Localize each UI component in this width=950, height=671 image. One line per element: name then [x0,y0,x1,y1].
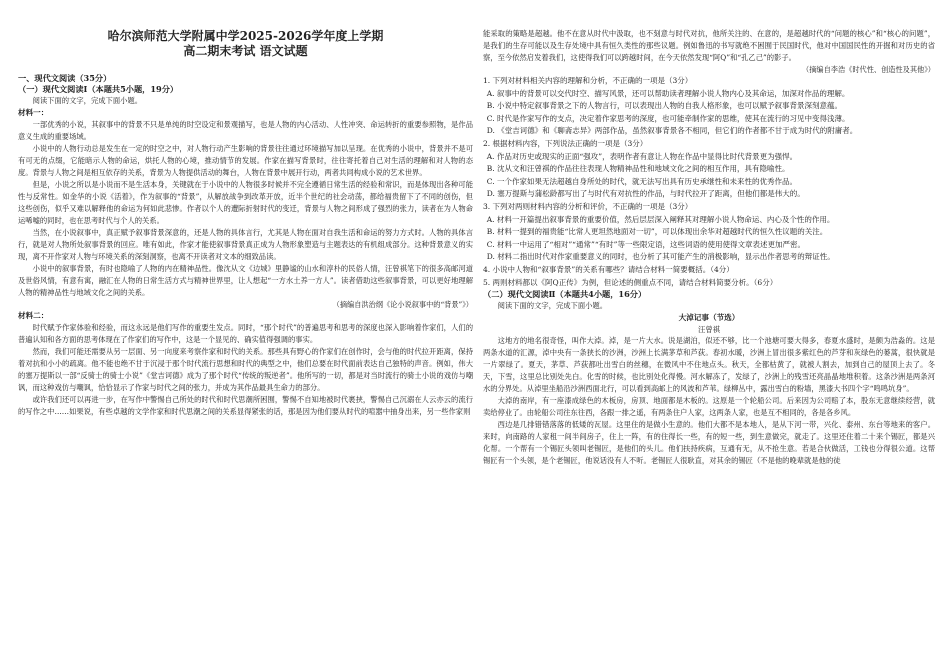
question-1: 1. 下列对材料相关内容的理解和分析，不正确的一项是（3分） [483,76,693,85]
q3-option-a: A. 材料一开篇提出叙事背景的重要价值，然后层层深入阐释其对理解小说人物命运、内心及个性的作用。 [486,214,835,224]
mat1-para-4: 当然，在小说叙事中，真正赋予叙事背景深意的，还是人物的具体言行，尤其是人物在面对自我生活和命运的努力方式时。人物的具体言行，就是对人物所处叙事背景的回应。唯有如此，作家才能使叙事背景真正成为人物形象塑造与主题表达的有机组成部分。这种背景意义的实现，离不开作家对人物与环境关系的深刻洞察，也离不开读者对文本的细致品读。 [18,228,473,261]
mat2-continued-para: 能采取的策略是超越。他不在意从时代中汲取，也不刻意与时代对抗，他所关注的、在意的，是超越时代的“问题的核心”和“核心的问题”，是我们的生存可能以及生存处境中具有恒久类性的那些议题。例如鲁迅的书写就绝不困囿于民国时代，他对中国国民性的开掘和对历史的省察，至今依然启发着我们，这使得我们可以跨越时间，在今天依然发现“阿Q”和“孔乙己”的影子。 [483,29,935,62]
mat1-para-3: 但是，小说之所以是小说而不是生活本身，关键就在于小说中的人物很多时候并不完全遵循日常生活的经验和常识，而是体现出各种可能性与反常性。如金华的小说《活着》，作为叙事的“背景”，从解放战争到改革开放，近半个世纪的社会动荡，都给福贵留下了不同的创伤，但这些创伤，似乎又难以解释他的命运为何如此悲惨。作者以个人的遭际折射时代的变迁，背景与人物之间形成了强烈的张力，读者在为人物命运唏嘘的同时，也在思考时代与个人的关系。 [18,180,473,225]
story-para-1: 这地方的地名很奇怪，叫作大淖。淖，是一片大水。说是湖泊，似还不够，比一个池塘可要大得多，春夏水盛时，是颇为浩淼的。这是两条水道的汇源，淖中央有一条狭长的沙洲，沙洲上长满茅草和芦荻。春初水暖，沙洲上冒出很多紫红色的芦芽和灰绿色的蒌蒿，很快就是一片翠绿了。夏天，茅草、芦荻都吐出雪白的丝穗，在微风中不住地点头。秋天，全都枯黄了，就被人割去，加到自己的屋顶上去了。冬天，下雪，这里总比别处先白。化雪的时候，也比别处化得慢。河水解冻了，发绿了，沙洲上的残雪还亮晶晶地堆积着。这条沙洲是两条河水的分界处。从淖里坐船沿沙洲西面北行，可以看到高邮上的风波和芦苇。绿柳丛中，露出雪白的粉墙，黑漆大书四个字“鸣鸣坑身”。 [483,336,935,394]
q1-option-a: A. 叙事中的背景可以交代时空、描写风景，还可以帮助读者理解小说人物内心及其命运，加深对作品的理解。 [486,88,850,98]
part1-sub2-heading: （二）现代文阅读Ⅱ（本题共4小题，16分） [483,289,647,300]
part1-heading: 一、现代文阅读（35分） [18,73,112,83]
mat2-para-3: 或许我们还可以再进一步，在写作中警惕自己所处的时代和时代思潮所困囿，警惕不自知地被时代裹挟，警惕自己沉溺在人云亦云的流行的写作之中……如果说，有些卓越的文学作家和时代思潮之间的关系显得紧张的话，那是因为他们要从时代的喧嚣中抽身出来，另一些作家则 [18,395,473,416]
left-column [18,0,473,418]
story-para-2: 大淖的南岸，有一座漆成绿色的木板房，房顶、地面都是木板的。这原是一个轮船公司。后来因为公司赔了本，股东无意继续经营，就卖给停业了。由轮船公司往东往西，各跟一排之遥，有两条住户人家，这两条人家，也是互不相同的，各是各乡风。 [483,396,935,418]
exam-title-line2: 高二期末考试 语文试题 [183,44,308,58]
mat1-para-2: 小说中的人物行动总是发生在一定的时空之中，对人物行动产生影响的背景往往通过环境描写加以呈现。在优秀的小说中，背景并不是可有可无的点缀，它能暗示人物的命运，烘托人物的心境，推动情节的发展。作家在描写背景时，往往寄托着自己对生活的理解和对人物的态度。背景与人物之间是相互依存的关系，背景为人物提供活动的舞台，人物在背景中展开行动，两者共同构成小说的艺术世界。 [18,144,473,177]
material2-label: 材料二： [18,311,49,320]
question-3: 3. 下列对两则材料内容的分析和评价，不正确的一项是（3分） [483,201,693,211]
right-column [483,0,935,467]
mat1-para-5: 小说中的叙事背景，有时也隐喻了人物的内在精神品性。像沈从文《边城》里静谧的山水和淳朴的民俗人情，汪曾祺笔下的很多高邮河道及世俗风情，有意有寓，融汇在人物的日常生活方式与精神世界里，让人想起“一方水土养一方人”。读者借助这些叙事背景，可以更好地理解人物的精神品性与地域文化之间的关系。 [18,264,473,297]
q2-option-d: D. 塞万提斯与蒲松龄都写出了与时代有对抗性的作品，与时代拉开了距离，但他们都是伟大的。 [486,189,805,199]
question-5: 5. 两则材料都以《阿Q正传》为例，但论述的侧重点不同，请结合材料简要分析。（6分） [483,277,778,287]
material1-label: 材料一： [18,108,49,117]
story-author: 汪曾祺 [698,325,720,335]
question-4: 4. 小说中人物和“叙事背景”的关系有哪些？请结合材料一简要概括。（4分） [483,264,734,274]
mat2-para-2: 然而，我们可能还需要从另一层面、另一向度来考察作家和时代的关系。那些具有野心的作家们在创作时，会与他的时代拉开距离，保持着对抗和小小的疏离。他不能也绝不甘于沉浸于那个时代流行思想和时代的典型之中，他们总要在时代面前表达自己独特的声音。例如，伟大的塞万提斯以一部“反骑士的骑士小说”《堂吉诃德》成为了那个时代“传统的叛逆者”。他所写的一切，都是对当时流行的骑士小说的戏仿与嘲讽，而这种戏仿与嘲讽，恰恰显示了作家与时代之间的张力，并成为其作品最具生命力的部分。 [18,347,473,392]
q1-option-d: D. 《堂吉诃德》和《聊斋志异》两部作品，虽然叙事背景各不相同，但它们的作者都不甘于成为时代的附庸者。 [486,126,858,136]
q3-option-b: B. 材料一提到的福贵能“比常人更坦然地面对一切”，可以体现出余华对超越时代的恒久性议题的关注。 [486,227,828,237]
q3-option-d: D. 材料二指出时代对作家重要意义的同时，也分析了其可能产生的消极影响，显示出作者思考的辩证性。 [486,252,835,262]
mat2-source: （摘编自李浩《时代性、创造性及其他》） [802,65,935,74]
mat1-para-1: 一部优秀的小说，其叙事中的背景不只是单纯的时空设定和景观描写，也是人物的内心活动、人性冲突、命运转折的重要参照物，是作品意义生成的重要场域。 [18,120,473,141]
mat1-source: （摘编自洪治纲《论小说叙事中的“背景”》） [332,300,473,309]
q2-option-a: A. 作品对历史或现实的正面“强攻”，表明作者有意让人物在作品中显得比时代背景更为强悍。 [486,151,798,161]
mat2-para-1: 时代赋予作家体验和经验，而这永远是他们写作的重要生发点。同时，“那个时代”的普遍思考和思考的深度也深入影响着作家们，人们的普遍认知和各方面的思考体现在了作家们的写作中，这是一个显见的、确实值得强调的事实。 [18,323,473,344]
q1-option-b: B. 小说中特定叙事背景之下的人物言行，可以表现出人物的自我人格形象，也可以赋予叙事背景深刻意蕴。 [486,101,843,111]
part1-sub1-heading: （一）现代文阅读Ⅰ（本题共5小题，19分） [18,84,179,94]
q2-option-c: C. 一个作家如果无法超越自身所处的时代，就无法写出具有历史承继性和未来性的优秀作品。 [486,176,797,186]
part1-instruction: 阅读下面的文字，完成下面小题。 [32,96,143,105]
sub2-instruction: 阅读下面的文字，完成下面小题。 [497,301,608,311]
story-title: 大淖记事（节选） [678,313,740,323]
q1-option-c: C. 时代是作家写作的支点，决定着作家思考的深度，也可能牵制作家的思维，使其在流行的习见中变得浅薄。 [486,113,850,123]
q3-option-c: C. 材料一中运用了“相对”“通常”“有时”等一些限定语，这些词语的使用使得文章表述更加严密。 [486,239,805,249]
q2-option-b: B. 沈从文和汪曾祺的作品往往表现人物精神品性和地域文化之间的相互作用，具有隐喻性。 [486,164,790,174]
question-2: 2. 根据材料内容，下列说法正确的一项是（3分） [483,138,648,148]
exam-title-line1: 哈尔滨师范大学附属中学2025-2026学年度上学期 [107,29,384,43]
story-para-3: 西边是几排错错落落的低矮的瓦屋。这里住的是做小生意的。他们大都不是本地人，是从下河一带，兴化、泰州、东台等地来的客户。来时，向南路的人家租一间半间房子，住上一阵，有的住得长一些，有的短一些，到生意做完，就走了。这里还住着二十来个锡匠，都是兴化帮。一个帮有一个锡匠头领叫老锡匠，是他们的头儿。他们扶持疾病，互通有无，从不抢生意。若是合伙做活，工钱也分得很公道。这帮锡匠有一个头领，是个老锡匠，他说话没有人不听。老锡匠人很耿直，对其余的锡匠（不是他的晚辈就是他的徒 [483,420,935,466]
